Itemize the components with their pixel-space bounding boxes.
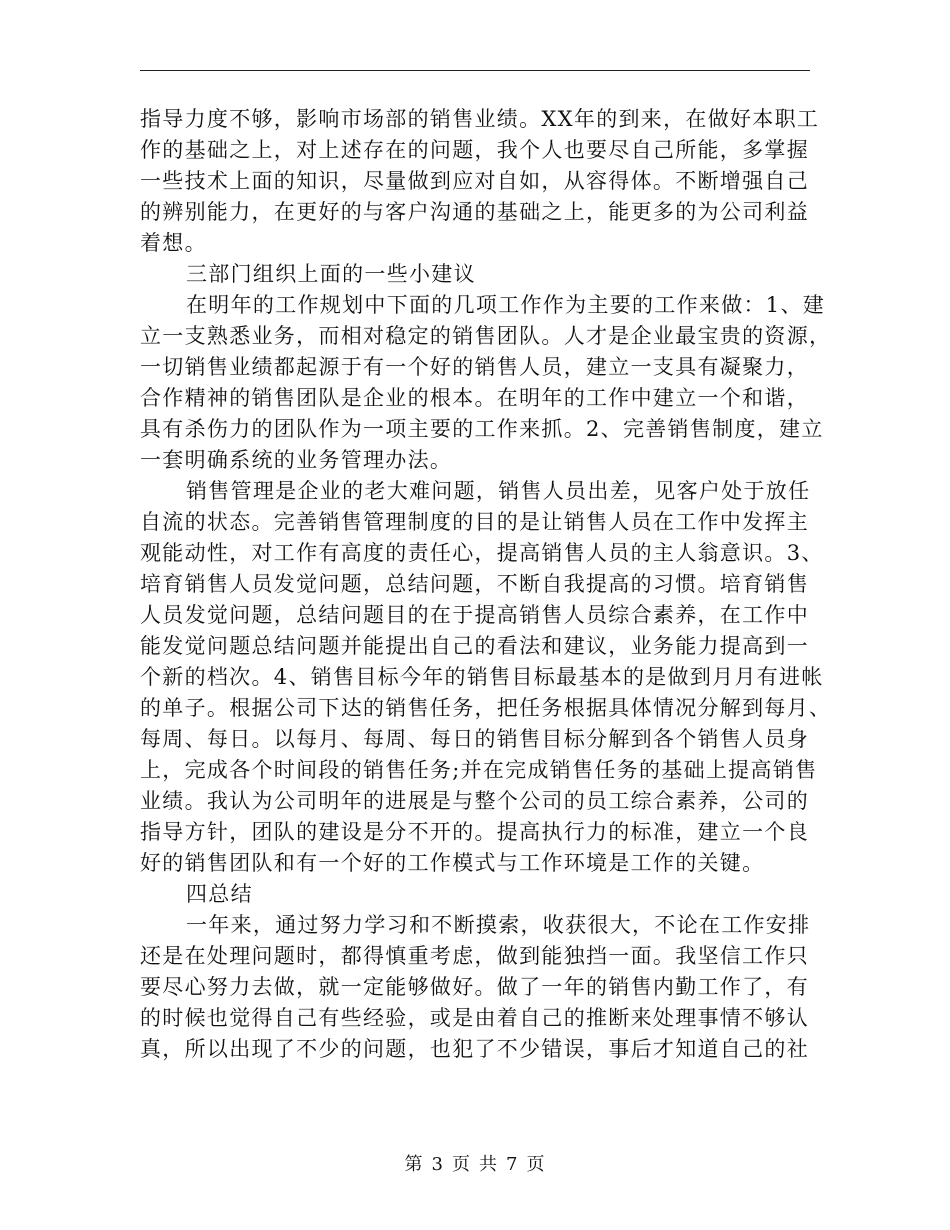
text-line: 指导力度不够，影响市场部的销售业绩。XX年的到来，在做好本职工	[140, 107, 820, 131]
text-line: 要尽心努力去做，就一定能够做好。做了一年的销售内勤工作了，有	[140, 975, 809, 999]
text-line: 四总结	[186, 882, 253, 906]
text-line: 具有杀伤力的团队作为一项主要的工作来抓。2、完善销售制度，建立	[140, 417, 824, 441]
text-line: 三部门组织上面的一些小建议	[186, 262, 476, 286]
footer-page-unit: 页	[452, 1154, 471, 1175]
text-line: 还是在处理问题时，都得慎重考虑，做到能独挡一面。我坚信工作只	[140, 944, 809, 968]
text-line: 指导方针，团队的建设是分不开的。提高执行力的标准，建立一个良	[140, 820, 809, 844]
footer-total-prefix: 共	[479, 1154, 498, 1175]
text-line: 合作精神的销售团队是企业的根本。在明年的工作中建立一个和谐，	[140, 386, 809, 410]
text-line: 作的基础之上，对上述存在的问题，我个人也要尽自己所能，多掌握	[140, 138, 809, 162]
text-line: 的时候也觉得自己有些经验，或是由着自己的推断来处理事情不够认	[140, 1006, 809, 1030]
text-line: 个新的档次。4、销售目标今年的销售目标最基本的是做到月月有进帐	[140, 665, 824, 689]
body-text	[140, 104, 832, 1065]
text-line: 一些技术上面的知识，尽量做到应对自如，从容得体。不断增强自己	[140, 169, 809, 193]
text-line: 自流的状态。完善销售管理制度的目的是让销售人员在工作中发挥主	[140, 510, 809, 534]
text-line: 好的销售团队和有一个好的工作模式与工作环境是工作的关键。	[140, 851, 765, 875]
text-line: 的单子。根据公司下达的销售任务，把任务根据具体情况分解到每月、	[140, 696, 832, 720]
text-line: 每周、每日。以每月、每周、每日的销售目标分解到各个销售人员身	[140, 727, 809, 751]
text-line: 一年来，通过努力学习和不断摸索，收获很大，不论在工作安排	[186, 913, 811, 937]
footer-total-unit: 页	[526, 1154, 546, 1175]
text-line: 业绩。我认为公司明年的进展是与整个公司的员工综合素养，公司的	[140, 789, 809, 813]
text-line: 能发觉问题总结问题并能提出自己的看法和建议，业务能力提高到一	[140, 634, 809, 658]
header-rule	[140, 70, 810, 71]
text-line: 观能动性，对工作有高度的责任心，提高销售人员的主人翁意识。3、	[140, 541, 824, 565]
text-line: 销售管理是企业的老大难问题，销售人员出差，见客户处于放任	[186, 479, 811, 503]
footer-total-pages: 7	[506, 1154, 519, 1175]
footer-prefix: 第	[404, 1154, 424, 1175]
page-footer	[0, 1150, 950, 1176]
text-line: 一切销售业绩都起源于有一个好的销售人员，建立一支具有凝聚力，	[140, 355, 809, 379]
text-line: 培育销售人员发觉问题，总结问题，不断自我提高的习惯。培育销售	[140, 572, 809, 596]
text-line: 在明年的工作规划中下面的几项工作作为主要的工作来做：1、建	[186, 293, 826, 317]
text-line: 人员发觉问题，总结问题目的在于提高销售人员综合素养，在工作中	[140, 603, 809, 627]
text-line: 立一支熟悉业务，而相对稳定的销售团队。人才是企业最宝贵的资源，	[140, 324, 832, 348]
footer-page-number: 3	[431, 1154, 444, 1175]
text-line: 一套明确系统的业务管理办法。	[140, 448, 453, 472]
text-line: 真，所以出现了不少的问题，也犯了不少错误，事后才知道自己的社	[140, 1037, 809, 1061]
text-line: 上，完成各个时间段的销售任务;并在完成销售任务的基础上提高销售	[140, 758, 818, 782]
text-line: 着想。	[140, 231, 207, 255]
text-line: 的辨别能力，在更好的与客户沟通的基础之上，能更多的为公司利益	[140, 200, 809, 224]
